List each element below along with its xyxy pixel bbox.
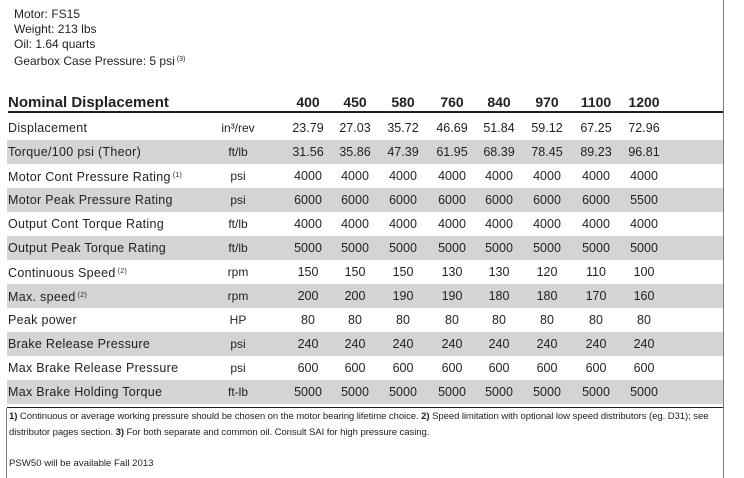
table-cell: 150 (344, 265, 366, 279)
spec-oil: Oil: 1.64 quarts (14, 37, 96, 51)
table-cell: 6000 (341, 193, 369, 207)
table-cell: 6000 (294, 193, 322, 207)
table-cell: 600 (392, 361, 414, 375)
table-cell: 46.69 (436, 121, 468, 135)
table-cell: 4000 (485, 217, 513, 231)
table-cell: 5000 (294, 385, 322, 399)
row-unit: psi (230, 337, 246, 351)
table-cell: 6000 (389, 193, 417, 207)
availability-note: PSW50 will be available Fall 2013 (9, 458, 154, 469)
table-cell: 4000 (582, 169, 610, 183)
table-row (7, 236, 723, 260)
table-cell: 5000 (630, 241, 658, 255)
table-cell: 31.56 (292, 145, 324, 159)
table-cell: 5500 (630, 193, 658, 207)
table-cell: 47.39 (387, 145, 419, 159)
table-cell: 80 (589, 313, 603, 327)
table-cell: 80 (301, 313, 315, 327)
table-cell: 61.95 (436, 145, 468, 159)
table-cell: 240 (536, 337, 558, 351)
table-cell: 200 (297, 289, 319, 303)
table-cell: 51.84 (483, 121, 515, 135)
row-unit: psi (230, 193, 246, 207)
row-label: Output Peak Torque Rating (8, 241, 167, 255)
table-cell: 80 (492, 313, 506, 327)
table-cell: 4000 (341, 169, 369, 183)
row-unit: psi (230, 169, 246, 183)
column-header: 1100 (580, 94, 612, 110)
column-header: 1200 (628, 94, 660, 110)
table-header (8, 94, 723, 113)
table-cell: 4000 (630, 169, 658, 183)
row-label: Motor Cont Pressure Rating $^{(1)}$ (8, 170, 183, 184)
table-title: Nominal Displacement (8, 94, 169, 111)
row-unit: rpm (227, 289, 249, 303)
table-cell: 35.86 (339, 145, 371, 159)
table-cell: 4000 (294, 169, 322, 183)
row-label: Max. speed $^{(2)}$ (8, 290, 88, 304)
table-row (7, 308, 723, 332)
row-label: Displacement (8, 121, 88, 135)
table-row (7, 212, 723, 236)
table-cell: 600 (441, 361, 463, 375)
row-unit: ft/lb (228, 145, 248, 159)
table-cell: 6000 (582, 193, 610, 207)
table-cell: 180 (536, 289, 558, 303)
column-header: 400 (296, 94, 320, 110)
table-cell: 80 (637, 313, 651, 327)
footnote-ref: (2) (117, 268, 128, 275)
footnotes: 1) Continuous or average working pressure should be chosen on the motor bearing lifetime choice. 2) Speed limitation with optional low speed distributors (eg. D31); see distributor pages section. 3) For both separate and common oil. Consult SAI for high pressure casing. (9, 411, 709, 438)
table-cell: 72.96 (628, 121, 660, 135)
row-label: Torque/100 psi (Theor) (8, 145, 142, 159)
table-cell: 120 (536, 265, 558, 279)
row-unit: in³/rev (221, 121, 255, 135)
frame-border-left (6, 408, 7, 478)
table-cell: 5000 (438, 241, 466, 255)
table-cell: 600 (344, 361, 366, 375)
table-cell: 96.81 (628, 145, 660, 159)
table-cell: 130 (441, 265, 463, 279)
row-label: Brake Release Pressure (8, 337, 151, 351)
table-cell: 600 (536, 361, 558, 375)
table-cell: 5000 (630, 385, 658, 399)
table-cell: 6000 (485, 193, 513, 207)
row-label: Output Cont Torque Rating (8, 217, 164, 231)
row-unit: HP (229, 313, 247, 327)
table-cell: 5000 (582, 241, 610, 255)
table-row (7, 116, 723, 140)
table-cell: 160 (633, 289, 655, 303)
table-cell: 5000 (485, 241, 513, 255)
row-label: Peak power (8, 313, 78, 327)
table-cell: 4000 (389, 169, 417, 183)
table-cell: 600 (633, 361, 655, 375)
table-cell: 68.39 (483, 145, 515, 159)
table-row (7, 332, 723, 356)
table-cell: 600 (488, 361, 510, 375)
table-cell: 78.45 (531, 145, 563, 159)
table-cell: 5000 (389, 241, 417, 255)
table-cell: 240 (297, 337, 319, 351)
table-cell: 4000 (533, 169, 561, 183)
table-cell: 5000 (533, 241, 561, 255)
table-cell: 240 (633, 337, 655, 351)
table-cell: 89.23 (580, 145, 612, 159)
footnote-ref: (1) (172, 172, 183, 179)
table-cell: 4000 (438, 217, 466, 231)
table-cell: 5000 (341, 241, 369, 255)
table-cell: 150 (392, 265, 414, 279)
table-cell: 80 (445, 313, 459, 327)
table-cell: 4000 (582, 217, 610, 231)
table-cell: 4000 (341, 217, 369, 231)
table-cell: 4000 (389, 217, 417, 231)
column-header: 970 (535, 94, 559, 110)
table-cell: 190 (392, 289, 414, 303)
table-row (7, 380, 723, 404)
table-row (7, 164, 723, 188)
row-label: Max Brake Holding Torque (8, 385, 163, 399)
footnote-ref: (3) (176, 56, 186, 63)
table-cell: 59.12 (531, 121, 563, 135)
table-cell: 80 (348, 313, 362, 327)
table-cell: 5000 (533, 385, 561, 399)
table-cell: 6000 (438, 193, 466, 207)
table-cell: 6000 (533, 193, 561, 207)
table-cell: 4000 (533, 217, 561, 231)
table-cell: 130 (488, 265, 510, 279)
spec-gearbox-pressure: Gearbox Case Pressure: 5 psi $^{(3)}$ (14, 54, 186, 68)
spec-weight: Weight: 213 lbs (14, 22, 97, 36)
row-unit: rpm (227, 265, 249, 279)
table-cell: 150 (297, 265, 319, 279)
table-cell: 180 (488, 289, 510, 303)
table-cell: 67.25 (580, 121, 612, 135)
frame-border-right (723, 0, 724, 478)
table-cell: 100 (633, 265, 655, 279)
row-unit: ft/lb (228, 217, 248, 231)
table-cell: 600 (585, 361, 607, 375)
table-cell: 240 (392, 337, 414, 351)
table-cell: 200 (344, 289, 366, 303)
row-unit: psi (230, 361, 246, 375)
table-cell: 80 (396, 313, 410, 327)
footer-divider (7, 407, 723, 408)
footnote-ref: (2) (77, 292, 88, 299)
motor-specs (14, 7, 185, 69)
spec-motor: Motor: FS15 (14, 7, 81, 21)
table-cell: 4000 (485, 169, 513, 183)
table-cell: 240 (441, 337, 463, 351)
column-header: 840 (487, 94, 511, 110)
table-row (7, 284, 723, 308)
table-row (7, 188, 723, 212)
table-cell: 35.72 (387, 121, 419, 135)
table-cell: 4000 (630, 217, 658, 231)
table-cell: 110 (586, 265, 606, 279)
table-cell: 4000 (438, 169, 466, 183)
table-cell: 240 (585, 337, 607, 351)
table-cell: 23.79 (292, 121, 324, 135)
table-cell: 240 (344, 337, 366, 351)
table-cell: 4000 (294, 217, 322, 231)
column-header: 450 (343, 94, 367, 110)
row-label: Max Brake Release Pressure (8, 361, 179, 375)
table-row (7, 356, 723, 380)
table-cell: 170 (585, 289, 607, 303)
row-unit: ft-lb (227, 385, 248, 399)
table-cell: 5000 (389, 385, 417, 399)
table-row (7, 140, 723, 164)
table-cell: 80 (540, 313, 554, 327)
table-cell: 190 (441, 289, 463, 303)
table-cell: 5000 (438, 385, 466, 399)
column-header: 760 (440, 94, 464, 110)
table-cell: 5000 (294, 241, 322, 255)
row-unit: ft/lb (228, 241, 248, 255)
table-row (7, 260, 723, 284)
table-cell: 5000 (341, 385, 369, 399)
table-cell: 5000 (582, 385, 610, 399)
row-label: Motor Peak Pressure Rating (8, 193, 173, 207)
table-cell: 27.03 (339, 121, 371, 135)
table-cell: 5000 (485, 385, 513, 399)
table-cell: 240 (488, 337, 510, 351)
column-header: 580 (391, 94, 415, 110)
row-label: Continuous Speed $^{(2)}$ (8, 266, 128, 280)
table-cell: 600 (297, 361, 319, 375)
